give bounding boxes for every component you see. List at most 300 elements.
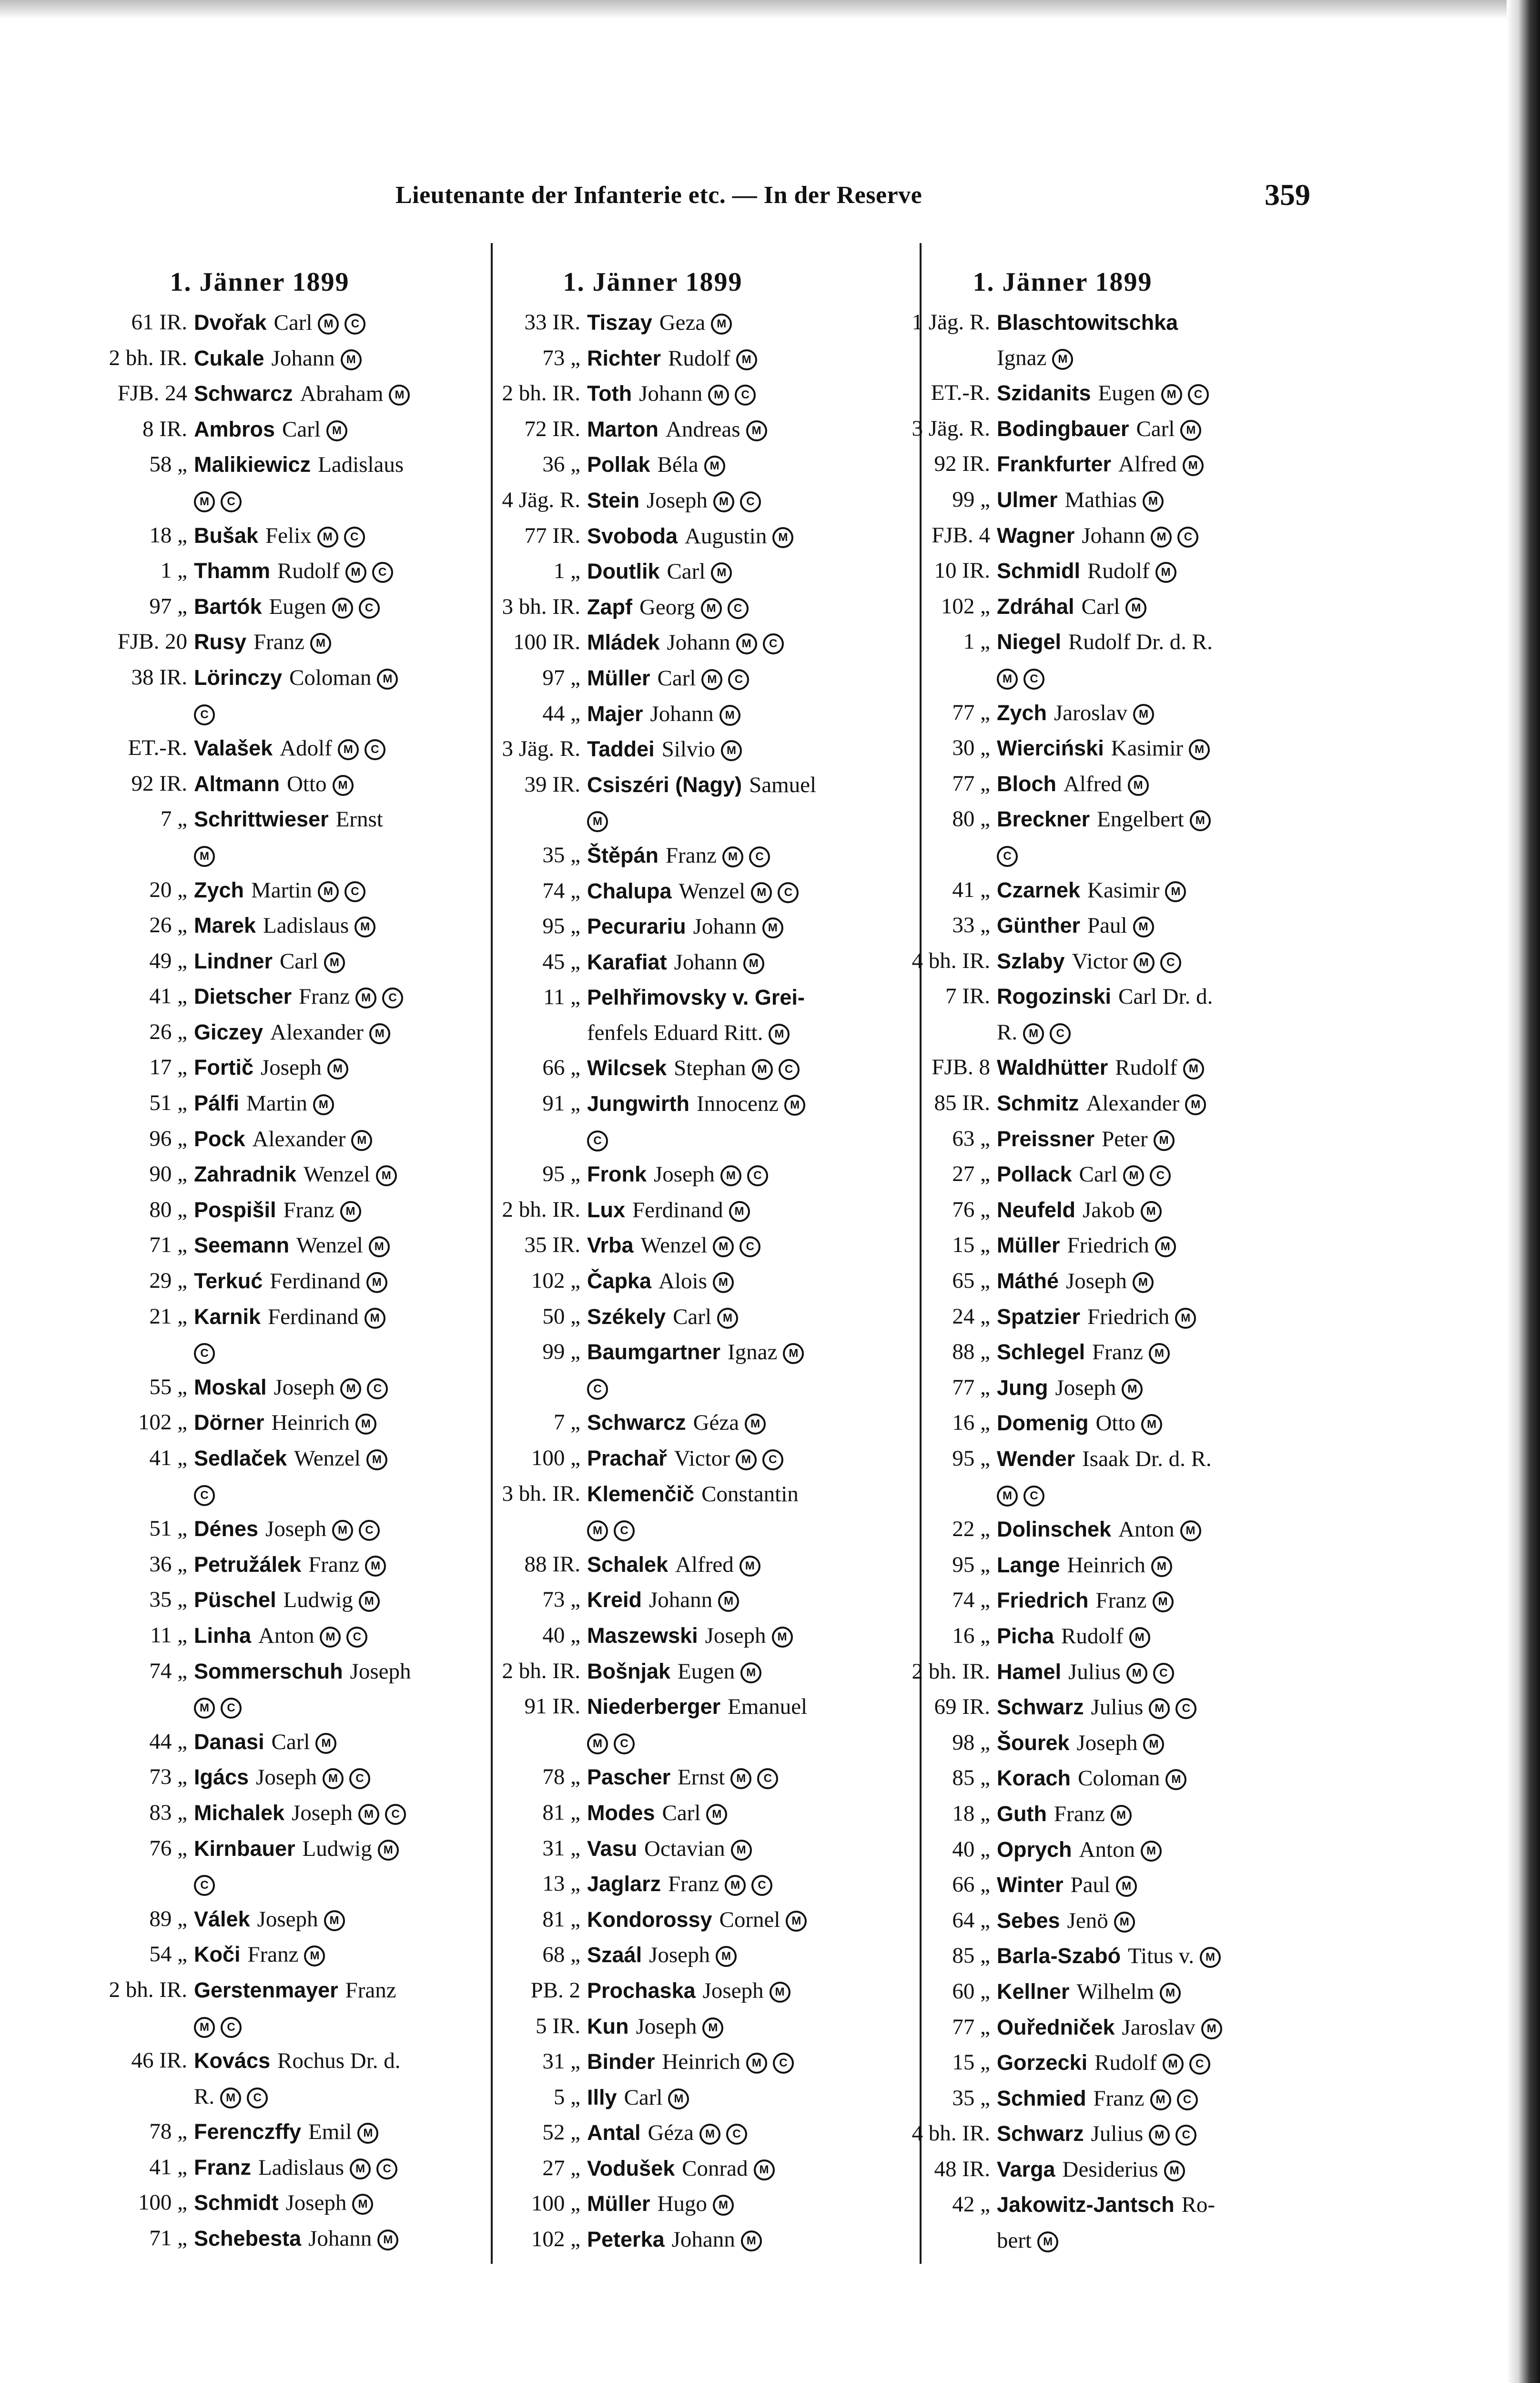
unit-label: 4 bh. IR. xyxy=(912,948,990,973)
person-cell xyxy=(194,1086,398,1121)
given-name: Jakob xyxy=(1082,1197,1135,1222)
given-name: Martin xyxy=(251,877,312,903)
officer-entry xyxy=(496,2009,791,2045)
unit-label: 96 „ xyxy=(149,1126,187,1151)
given-name: Geza xyxy=(659,310,706,335)
surname: Wagner xyxy=(997,523,1075,548)
given-name: Johann xyxy=(650,701,714,726)
surname: Tiszay xyxy=(587,310,652,335)
given-name: Joseph xyxy=(646,488,708,513)
given-name: Wenzel xyxy=(640,1233,708,1258)
officer-entry xyxy=(496,2186,791,2222)
medal-m-icon: M xyxy=(359,1591,380,1612)
person-cell xyxy=(587,980,805,1050)
medal-m-icon: M xyxy=(786,1911,807,1932)
decoration-c-icon: C xyxy=(614,1520,635,1541)
surname: Lux xyxy=(587,1197,626,1222)
given-name: Carl xyxy=(1136,416,1175,441)
officer-entry xyxy=(102,1511,398,1547)
medal-m-icon: M xyxy=(713,491,734,512)
medal-m-icon: M xyxy=(751,882,772,903)
medal-m-icon: M xyxy=(1134,952,1155,973)
officer-entry xyxy=(102,1831,398,1902)
given-name: Alois xyxy=(659,1269,707,1294)
decoration-c-icon: C xyxy=(367,1378,388,1399)
given-name: Coloman xyxy=(289,665,372,690)
unit-label: 83 „ xyxy=(149,1800,187,1825)
medal-m-icon: M xyxy=(1151,1556,1172,1577)
given-name: Mathias xyxy=(1064,487,1137,512)
surname: Pálfi xyxy=(194,1091,240,1116)
given-name: Rudolf xyxy=(668,346,730,371)
decoration-c-icon: C xyxy=(762,1449,783,1470)
officer-entry xyxy=(496,1831,791,1867)
officer-entry xyxy=(905,376,1201,411)
person-cell xyxy=(194,660,398,731)
given-name: Carl xyxy=(282,417,321,442)
entry-list xyxy=(496,305,817,2258)
officer-entry xyxy=(905,1654,1201,1690)
surname: Modes xyxy=(587,1800,655,1825)
unit-label: 2 bh. IR. xyxy=(502,1197,580,1222)
medal-m-icon: M xyxy=(1116,1876,1137,1897)
surname: Pelhřimovsky v. Grei- xyxy=(587,985,805,1010)
person-cell xyxy=(997,695,1201,731)
surname: Gerstenmayer xyxy=(194,1977,338,2002)
medal-m-icon: M xyxy=(1201,2018,1222,2039)
officer-entry xyxy=(905,908,1201,944)
medal-m-icon: M xyxy=(717,1308,738,1329)
decoration-c-icon: C xyxy=(1050,1023,1071,1044)
officer-entry xyxy=(496,732,791,767)
medal-m-icon: M xyxy=(741,2230,762,2251)
column-1 xyxy=(102,267,411,2257)
medal-m-icon: M xyxy=(711,314,732,335)
surname: Schebesta xyxy=(194,2226,302,2251)
medal-m-icon: M xyxy=(718,1591,739,1612)
medal-m-icon: M xyxy=(702,2017,723,2038)
decoration-c-icon: C xyxy=(751,1875,772,1896)
officer-entry xyxy=(496,1086,800,1157)
unit-label: 64 „ xyxy=(952,1907,990,1933)
surname: Jung xyxy=(997,1375,1048,1400)
surname: Korach xyxy=(997,1766,1071,1791)
unit-label: ET.-R. xyxy=(931,380,990,406)
surname: Fortič xyxy=(194,1055,254,1080)
medal-m-icon: M xyxy=(1161,384,1182,405)
person-cell xyxy=(587,519,793,554)
officer-entry xyxy=(905,1441,1212,1512)
unit-label: 20 „ xyxy=(149,877,187,902)
medal-m-icon: M xyxy=(1141,1414,1162,1435)
given-name: Heinrich xyxy=(271,1410,350,1436)
given-name: Carl xyxy=(657,665,696,691)
officer-entry xyxy=(905,979,1213,1050)
given-name: Ladislaus xyxy=(258,2155,344,2180)
surname: Varga xyxy=(997,2157,1055,2181)
given-name: Ferdinand xyxy=(270,1269,361,1294)
medal-m-icon: M xyxy=(1141,1201,1162,1222)
medal-m-icon: M xyxy=(1175,1308,1196,1329)
person-cell xyxy=(194,518,398,554)
given-name: Friedrich xyxy=(1067,1233,1149,1258)
officer-entry xyxy=(496,1547,791,1583)
surname: Giczey xyxy=(194,1019,263,1044)
medal-m-icon: M xyxy=(1165,1769,1186,1790)
medal-m-icon: M xyxy=(1150,2089,1171,2110)
surname: Dietscher xyxy=(194,984,292,1009)
surname: Rogozinski xyxy=(997,984,1112,1009)
decoration-c-icon: C xyxy=(757,1768,778,1789)
unit-label: 24 „ xyxy=(952,1304,990,1329)
decoration-c-icon: C xyxy=(221,1698,242,1719)
given-name: Wenzel xyxy=(296,1233,363,1258)
medal-m-icon: M xyxy=(725,1875,746,1896)
medal-m-icon: M xyxy=(1149,1343,1170,1364)
unit-label: 7 IR. xyxy=(945,984,990,1009)
person-cell xyxy=(587,625,791,661)
person-cell xyxy=(997,2010,1222,2046)
given-name: Franz xyxy=(253,630,305,655)
given-name: Rudolf Dr. d. R. xyxy=(1068,630,1213,655)
medal-m-icon: M xyxy=(1149,2125,1170,2146)
given-name: Peter xyxy=(1102,1126,1148,1151)
given-name: Kasimir xyxy=(1087,877,1160,903)
unit-label: 1 „ xyxy=(160,558,187,583)
medal-m-icon: M xyxy=(711,562,732,583)
surname: Prachař xyxy=(587,1446,667,1470)
surname: Ouředniček xyxy=(997,2015,1115,2039)
surname: Wender xyxy=(997,1446,1075,1471)
surname: Chalupa xyxy=(587,878,672,903)
surname: Binder xyxy=(587,2049,655,2074)
surname: Jaglarz xyxy=(587,1872,661,1896)
officer-entry xyxy=(496,1973,791,2009)
surname: Zych xyxy=(194,877,244,902)
unit-label: 81 „ xyxy=(542,1906,580,1932)
surname: Domenig xyxy=(997,1411,1089,1436)
person-cell xyxy=(997,1796,1201,1832)
surname: Moskal xyxy=(194,1375,267,1399)
medal-m-icon: M xyxy=(1163,2054,1184,2075)
surname: Spatzier xyxy=(997,1304,1081,1329)
person-cell xyxy=(194,1441,398,1511)
officer-entry xyxy=(496,1937,791,1973)
given-name: Emanuel xyxy=(728,1694,808,1720)
given-name: Johann xyxy=(667,630,730,655)
unit-label: 52 „ xyxy=(542,2120,580,2145)
surname: Müller xyxy=(587,665,650,690)
entry-continuation xyxy=(194,1334,398,1370)
given-name: Heinrich xyxy=(662,2049,740,2075)
given-name: Paul xyxy=(1087,913,1127,938)
unit-label: 33 IR. xyxy=(524,310,580,335)
person-cell xyxy=(587,838,791,874)
medal-m-icon: M xyxy=(1133,917,1154,937)
person-cell xyxy=(194,1582,398,1618)
medal-m-icon: M xyxy=(708,385,729,406)
officer-entry xyxy=(496,341,791,377)
officer-entry xyxy=(496,447,791,483)
medal-m-icon: M xyxy=(369,1023,390,1044)
given-name: Johann xyxy=(693,914,757,939)
surname: Bloch xyxy=(997,771,1057,796)
person-cell xyxy=(587,305,791,341)
decoration-c-icon: C xyxy=(349,1768,370,1789)
person-cell xyxy=(997,1157,1201,1192)
officer-entry xyxy=(905,624,1213,695)
surname: Kovács xyxy=(194,2048,271,2073)
officer-entry xyxy=(102,2221,398,2257)
officer-entry xyxy=(905,411,1201,447)
given-name: Ro- xyxy=(1181,2192,1216,2218)
decoration-c-icon: C xyxy=(194,1343,215,1364)
unit-label: 44 „ xyxy=(542,701,580,726)
surname: Dvořak xyxy=(194,310,267,335)
person-cell xyxy=(997,1867,1201,1903)
officer-entry xyxy=(102,305,398,341)
officer-entry xyxy=(905,2116,1201,2152)
unit-label: 26 „ xyxy=(149,913,187,938)
officer-entry xyxy=(905,695,1201,731)
person-cell xyxy=(997,1086,1206,1121)
medal-m-icon: M xyxy=(341,349,362,370)
surname: Hamel xyxy=(997,1659,1062,1684)
surname: Lange xyxy=(997,1552,1060,1577)
officer-entry xyxy=(905,2045,1204,2081)
officer-entry xyxy=(102,341,398,377)
person-cell xyxy=(587,874,799,909)
officer-entry xyxy=(905,1974,1201,2010)
given-name: Joseph xyxy=(260,1055,322,1080)
person-cell xyxy=(997,908,1201,944)
given-name: Kasimir xyxy=(1111,736,1184,761)
person-cell xyxy=(194,1937,398,1973)
surname: Vasu xyxy=(587,1836,638,1861)
given-name: Desiderius xyxy=(1062,2157,1158,2182)
officer-entry xyxy=(102,1050,398,1086)
unit-label: 35 „ xyxy=(952,2085,990,2110)
surname: Bušak xyxy=(194,523,259,548)
person-cell xyxy=(587,1582,791,1618)
given-name: Stephan xyxy=(674,1056,746,1081)
person-cell xyxy=(194,553,398,589)
unit-label: 7 „ xyxy=(160,806,187,832)
unit-label: 50 „ xyxy=(542,1304,580,1329)
given-name: Hugo xyxy=(657,2191,707,2217)
officer-entry xyxy=(905,1796,1201,1832)
officer-entry xyxy=(905,553,1201,589)
medal-m-icon: M xyxy=(769,1024,790,1045)
unit-label: 4 Jäg. R. xyxy=(502,487,580,512)
surname: Zahradnik xyxy=(194,1162,297,1187)
given-name: Eugen xyxy=(678,1659,735,1684)
person-cell xyxy=(194,1654,411,1724)
medal-m-icon: M xyxy=(355,988,376,1008)
person-cell xyxy=(997,518,1201,554)
surname: Malikiewicz xyxy=(194,452,311,477)
medal-m-icon: M xyxy=(1114,1912,1135,1933)
unit-label: 5 IR. xyxy=(536,2013,580,2038)
officer-entry xyxy=(102,447,404,518)
officer-entry xyxy=(496,1405,791,1441)
decoration-c-icon: C xyxy=(763,633,784,654)
person-cell xyxy=(194,1015,398,1050)
person-cell xyxy=(997,1334,1201,1370)
officer-entry xyxy=(905,1832,1201,1868)
entry-continuation xyxy=(997,1477,1212,1512)
given-name: Alexander xyxy=(1086,1091,1180,1116)
medal-m-icon: M xyxy=(1190,810,1211,831)
given-name: Johann xyxy=(639,381,703,407)
given-name: Joseph xyxy=(1065,1269,1127,1294)
unit-label: 8 IR. xyxy=(142,416,187,441)
officer-entry xyxy=(102,2043,401,2114)
medal-m-icon: M xyxy=(1183,1059,1204,1079)
given-name: Friedrich xyxy=(1087,1304,1170,1329)
officer-entry xyxy=(102,802,398,872)
medal-m-icon: M xyxy=(784,1095,805,1116)
officer-entry xyxy=(102,1795,398,1831)
entry-continuation xyxy=(997,1015,1213,1050)
unit-label: 40 „ xyxy=(542,1622,580,1648)
given-name: Engelbert xyxy=(1097,807,1184,832)
person-cell xyxy=(997,873,1201,908)
medal-m-icon: M xyxy=(745,1414,766,1435)
medal-m-icon: M xyxy=(352,2194,373,2215)
officer-entry xyxy=(102,518,398,554)
unit-label: 17 „ xyxy=(149,1055,187,1080)
given-name: Carl xyxy=(1081,594,1120,619)
medal-m-icon: M xyxy=(729,1201,750,1222)
unit-label: 97 „ xyxy=(542,665,580,690)
given-name: Ernst xyxy=(678,1765,725,1790)
medal-m-icon: M xyxy=(1149,1698,1170,1719)
person-cell xyxy=(587,554,791,590)
person-cell xyxy=(997,2152,1201,2188)
officer-entry xyxy=(496,483,791,519)
person-cell xyxy=(587,1618,793,1654)
surname: Oprych xyxy=(997,1837,1072,1862)
officer-entry xyxy=(496,625,791,661)
officer-entry xyxy=(905,1583,1201,1619)
surname: Altmann xyxy=(194,771,280,796)
given-name: Wenzel xyxy=(304,1162,370,1187)
medal-m-icon: M xyxy=(730,1768,751,1789)
officer-entry xyxy=(905,1938,1215,1974)
person-cell xyxy=(997,624,1213,695)
person-cell xyxy=(194,1831,399,1902)
given-name: Ladislaus xyxy=(318,452,404,478)
entry-continuation xyxy=(997,2223,1215,2259)
medal-m-icon: M xyxy=(366,1272,387,1293)
surname: Ambros xyxy=(194,417,275,441)
person-cell xyxy=(997,1512,1201,1548)
person-cell xyxy=(194,1263,398,1299)
person-cell xyxy=(194,1050,398,1086)
unit-label: 98 „ xyxy=(952,1730,990,1755)
officer-entry xyxy=(102,766,398,802)
given-name: Wenzel xyxy=(294,1446,361,1471)
person-cell xyxy=(587,1547,791,1583)
officer-entry xyxy=(905,1867,1201,1903)
medal-m-icon: M xyxy=(1122,1379,1143,1400)
given-name: Andreas xyxy=(665,417,740,442)
officer-entry xyxy=(102,1724,398,1760)
given-name: Carl xyxy=(673,1304,711,1329)
officer-entry xyxy=(905,1405,1201,1441)
decoration-c-icon: C xyxy=(740,1236,760,1257)
medal-m-icon: M xyxy=(762,917,783,938)
officer-entry xyxy=(496,519,791,554)
person-cell xyxy=(194,731,398,766)
person-cell xyxy=(587,1973,791,2009)
surname: Schwarz xyxy=(997,1695,1084,1720)
surname: Blaschtowitschka xyxy=(997,310,1178,335)
unit-label: 89 „ xyxy=(149,1906,187,1931)
person-cell xyxy=(587,1795,791,1831)
given-name: Alexander xyxy=(270,1019,364,1045)
given-name: Victor xyxy=(674,1446,730,1471)
surname: Sebes xyxy=(997,1908,1060,1933)
person-cell xyxy=(587,376,791,412)
unit-label: 73 „ xyxy=(149,1764,187,1790)
given-name: Otto xyxy=(1095,1411,1136,1436)
medal-m-icon: M xyxy=(1164,2160,1185,2181)
officer-entry xyxy=(496,2115,791,2151)
officer-entry xyxy=(905,1761,1201,1796)
surname: Vodušek xyxy=(587,2156,675,2180)
unit-label: 88 IR. xyxy=(524,1551,580,1577)
surname: Günther xyxy=(997,913,1080,938)
medal-m-icon: M xyxy=(358,1804,379,1825)
decoration-c-icon: C xyxy=(344,527,365,548)
officer-entry xyxy=(102,376,405,412)
officer-entry xyxy=(496,590,791,625)
given-name: Ludwig xyxy=(302,1836,372,1861)
medal-m-icon: M xyxy=(1160,1983,1181,2004)
unit-label: 3 Jäg. R. xyxy=(912,416,990,441)
medal-m-icon: M xyxy=(315,1733,336,1754)
surname: Pollack xyxy=(997,1162,1072,1187)
person-cell xyxy=(587,341,791,377)
officer-entry xyxy=(905,1086,1201,1121)
officer-entry xyxy=(905,1512,1201,1548)
decoration-c-icon: C xyxy=(1160,952,1181,973)
given-name: Julius xyxy=(1091,2121,1144,2147)
person-cell xyxy=(587,661,791,696)
medal-m-icon: M xyxy=(1141,1841,1162,1862)
officer-entry xyxy=(905,1228,1201,1263)
person-cell xyxy=(194,802,398,872)
officer-entry xyxy=(496,1157,791,1192)
unit-label: 16 „ xyxy=(952,1410,990,1436)
decoration-c-icon: C xyxy=(194,704,215,725)
medal-m-icon: M xyxy=(721,740,742,761)
given-name: Anton xyxy=(1079,1837,1135,1862)
unit-label: 35 „ xyxy=(149,1587,187,1612)
given-name: Abraham xyxy=(300,381,384,407)
officer-entry xyxy=(102,1299,398,1370)
unit-label: 102 „ xyxy=(531,1268,580,1293)
officer-entry xyxy=(496,909,791,945)
entry-continuation xyxy=(194,837,398,873)
given-name: Franz xyxy=(1092,1340,1144,1365)
medal-m-icon: M xyxy=(713,2195,734,2216)
unit-label: 74 „ xyxy=(952,1588,990,1613)
surname: Kondorossy xyxy=(587,1907,712,1932)
surname: Baumgartner xyxy=(587,1340,721,1365)
